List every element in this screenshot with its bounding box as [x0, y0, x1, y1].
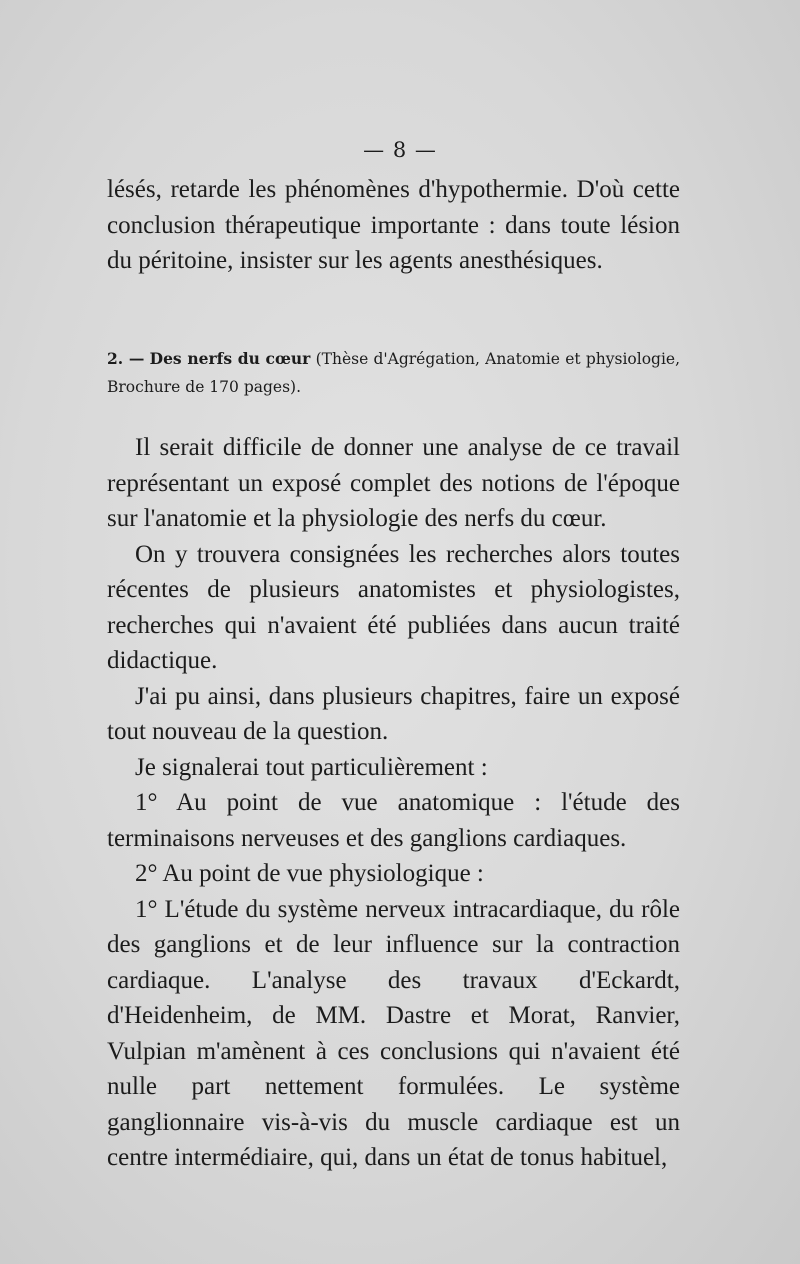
paragraph: On y trouvera consignées les recherches alors toutes récentes de plusieurs anatomistes et physiologistes, recherches qui n'avaient été publiées dans aucun traité didactique.: [107, 540, 680, 674]
paragraph: 1° Au point de vue anatomique : l'étude des terminaisons nerveuses et des ganglions cardiaques.: [107, 789, 680, 852]
page-number: — 8 —: [363, 138, 437, 162]
reference-line: [107, 345, 680, 401]
intro-paragraph: lésés, retarde les phénomènes d'hypothermie. D'où cette conclusion thérapeutique importante : dans toute lésion du péritoine, insister sur les agents anesthésiques.: [107, 176, 680, 274]
reference-title: Des nerfs du cœur: [149, 349, 311, 368]
reference-details: (Thèse d'Agrégation, Anatomie et physiologie, Brochure de 170 pages).: [107, 350, 681, 396]
paragraph: J'ai pu ainsi, dans plusieurs chapitres, faire un exposé tout nouveau de la question.: [107, 682, 680, 745]
reference-entry: [107, 345, 680, 401]
intro-paragraph-block: [107, 172, 680, 279]
paragraph: Il serait difficile de donner une analyse de ce travail représentant un exposé complet des notions de l'époque sur l'anatomie et la physiologie des nerfs du cœur.: [107, 434, 680, 532]
reference-number: 2. —: [107, 349, 145, 368]
paragraph: Je signalerai tout particulièrement :: [135, 753, 488, 781]
paragraph: 1° L'étude du système nerveux intracardiaque, du rôle des ganglions et de leur influence sur la contraction cardiaque. L'analyse des travaux d'Eckardt, d'Heidenheim, de MM. Dastre et Morat, Ranvier, Vulpian m'amènent à ces conclusions qui n'avaient été nulle part nettement formulées. Le système ganglionnaire vis-à-vis du muscle cardiaque est un centre intermédiaire, qui, dans un état de tonus habituel,: [107, 895, 680, 1171]
paragraph: 2° Au point de vue physiologique :: [135, 860, 484, 887]
body-text: [107, 430, 680, 1176]
